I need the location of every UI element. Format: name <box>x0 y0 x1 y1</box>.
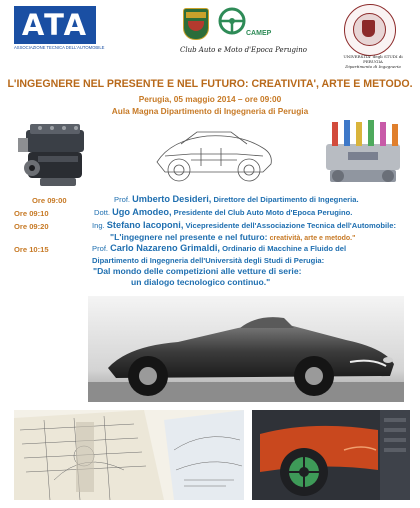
program-time: Ore 09:00 <box>32 196 67 205</box>
speaker-name: Stefano Iacoponi, <box>106 220 184 230</box>
university-caption <box>338 54 408 69</box>
ata-logo <box>14 6 105 54</box>
university-name: UNIVERSITA' degli STUDI di PERUGIA <box>343 54 403 64</box>
talk-title: "L'ingegnere nel presente e nel futuro: <box>110 232 268 242</box>
car-chassis-drawing <box>151 118 277 186</box>
speaker-title: Ing. <box>92 221 105 230</box>
perugia-shield-icon <box>183 8 209 40</box>
camep-name: CAMEP <box>246 30 272 37</box>
technical-drawing-collage <box>14 410 244 500</box>
quote-line-1: "Dal mondo delle competizioni alle vetture di serie: <box>93 266 302 276</box>
talk-topics: creatività, arte e metodo." <box>269 235 356 242</box>
speaker-role: Vicepresidente dell'Associazione Tecnica dell'Automobile: <box>185 221 397 230</box>
cad-wheel-rendering <box>252 410 410 500</box>
department-name: Dipartimento di Ingegneria <box>345 64 401 69</box>
vintage-race-car-photo <box>88 296 404 402</box>
program-speaker-4 <box>92 244 346 253</box>
speaker-role-2: Dipartimento di Ingegneria dell'Università degli Studi di Perugia: <box>92 256 325 265</box>
speaker-title: Dott. <box>94 208 111 217</box>
event-title: L'INGEGNERE NEL PRESENTE E NEL FUTURO: CREATIVITA', ARTE E METODO. <box>7 78 413 90</box>
program-row-2 <box>14 209 49 218</box>
program-speaker-2 <box>94 208 352 217</box>
speaker-role-line2 <box>92 256 324 265</box>
engine-cutaway-illustration <box>318 116 410 190</box>
steering-wheel-icon <box>217 6 247 36</box>
speaker-name: Umberto Desideri, <box>132 194 212 204</box>
quote-line-2: un dialogo tecnologico continuo." <box>131 277 271 287</box>
speaker-title: Prof. <box>114 195 131 204</box>
camep-logo <box>180 6 307 58</box>
speaker-name: Carlo Nazareno Grimaldi, <box>110 243 220 253</box>
speaker-role: Ordinario di Macchine a Fluido del <box>222 244 347 253</box>
program-time: Ore 10:15 <box>14 245 49 254</box>
speaker-role: Direttore del Dipartimento di Ingegneria. <box>213 195 359 204</box>
engine-illustration <box>18 116 94 190</box>
speaker-role: Presidente del Club Auto Moto d'Epoca Perugino. <box>173 208 353 217</box>
program-row-4 <box>14 245 49 254</box>
club-name: Club Auto e Moto d'Epoca Perugino <box>180 46 307 54</box>
speaker-title: Prof. <box>92 244 109 253</box>
event-date: Perugia, 05 maggio 2014 – ore 09:00 <box>138 94 282 104</box>
program-speaker-1 <box>114 195 359 204</box>
ata-logo-mark: ATA <box>14 6 96 44</box>
program-row-3 <box>14 222 49 231</box>
ata-logo-caption: ASSOCIAZIONE TECNICA DELL'AUTOMOBILE <box>14 45 105 50</box>
program-time: Ore 09:10 <box>14 209 49 218</box>
university-seal-icon <box>344 4 396 56</box>
event-venue: Aula Magna Dipartimento di Ingegneria di Perugia <box>111 106 309 116</box>
program-row-1 <box>32 196 67 205</box>
program-speaker-3 <box>92 221 396 230</box>
program-time: Ore 09:20 <box>14 222 49 231</box>
speaker-name: Ugo Amodeo, <box>112 207 172 217</box>
talk-title-1 <box>110 233 355 243</box>
